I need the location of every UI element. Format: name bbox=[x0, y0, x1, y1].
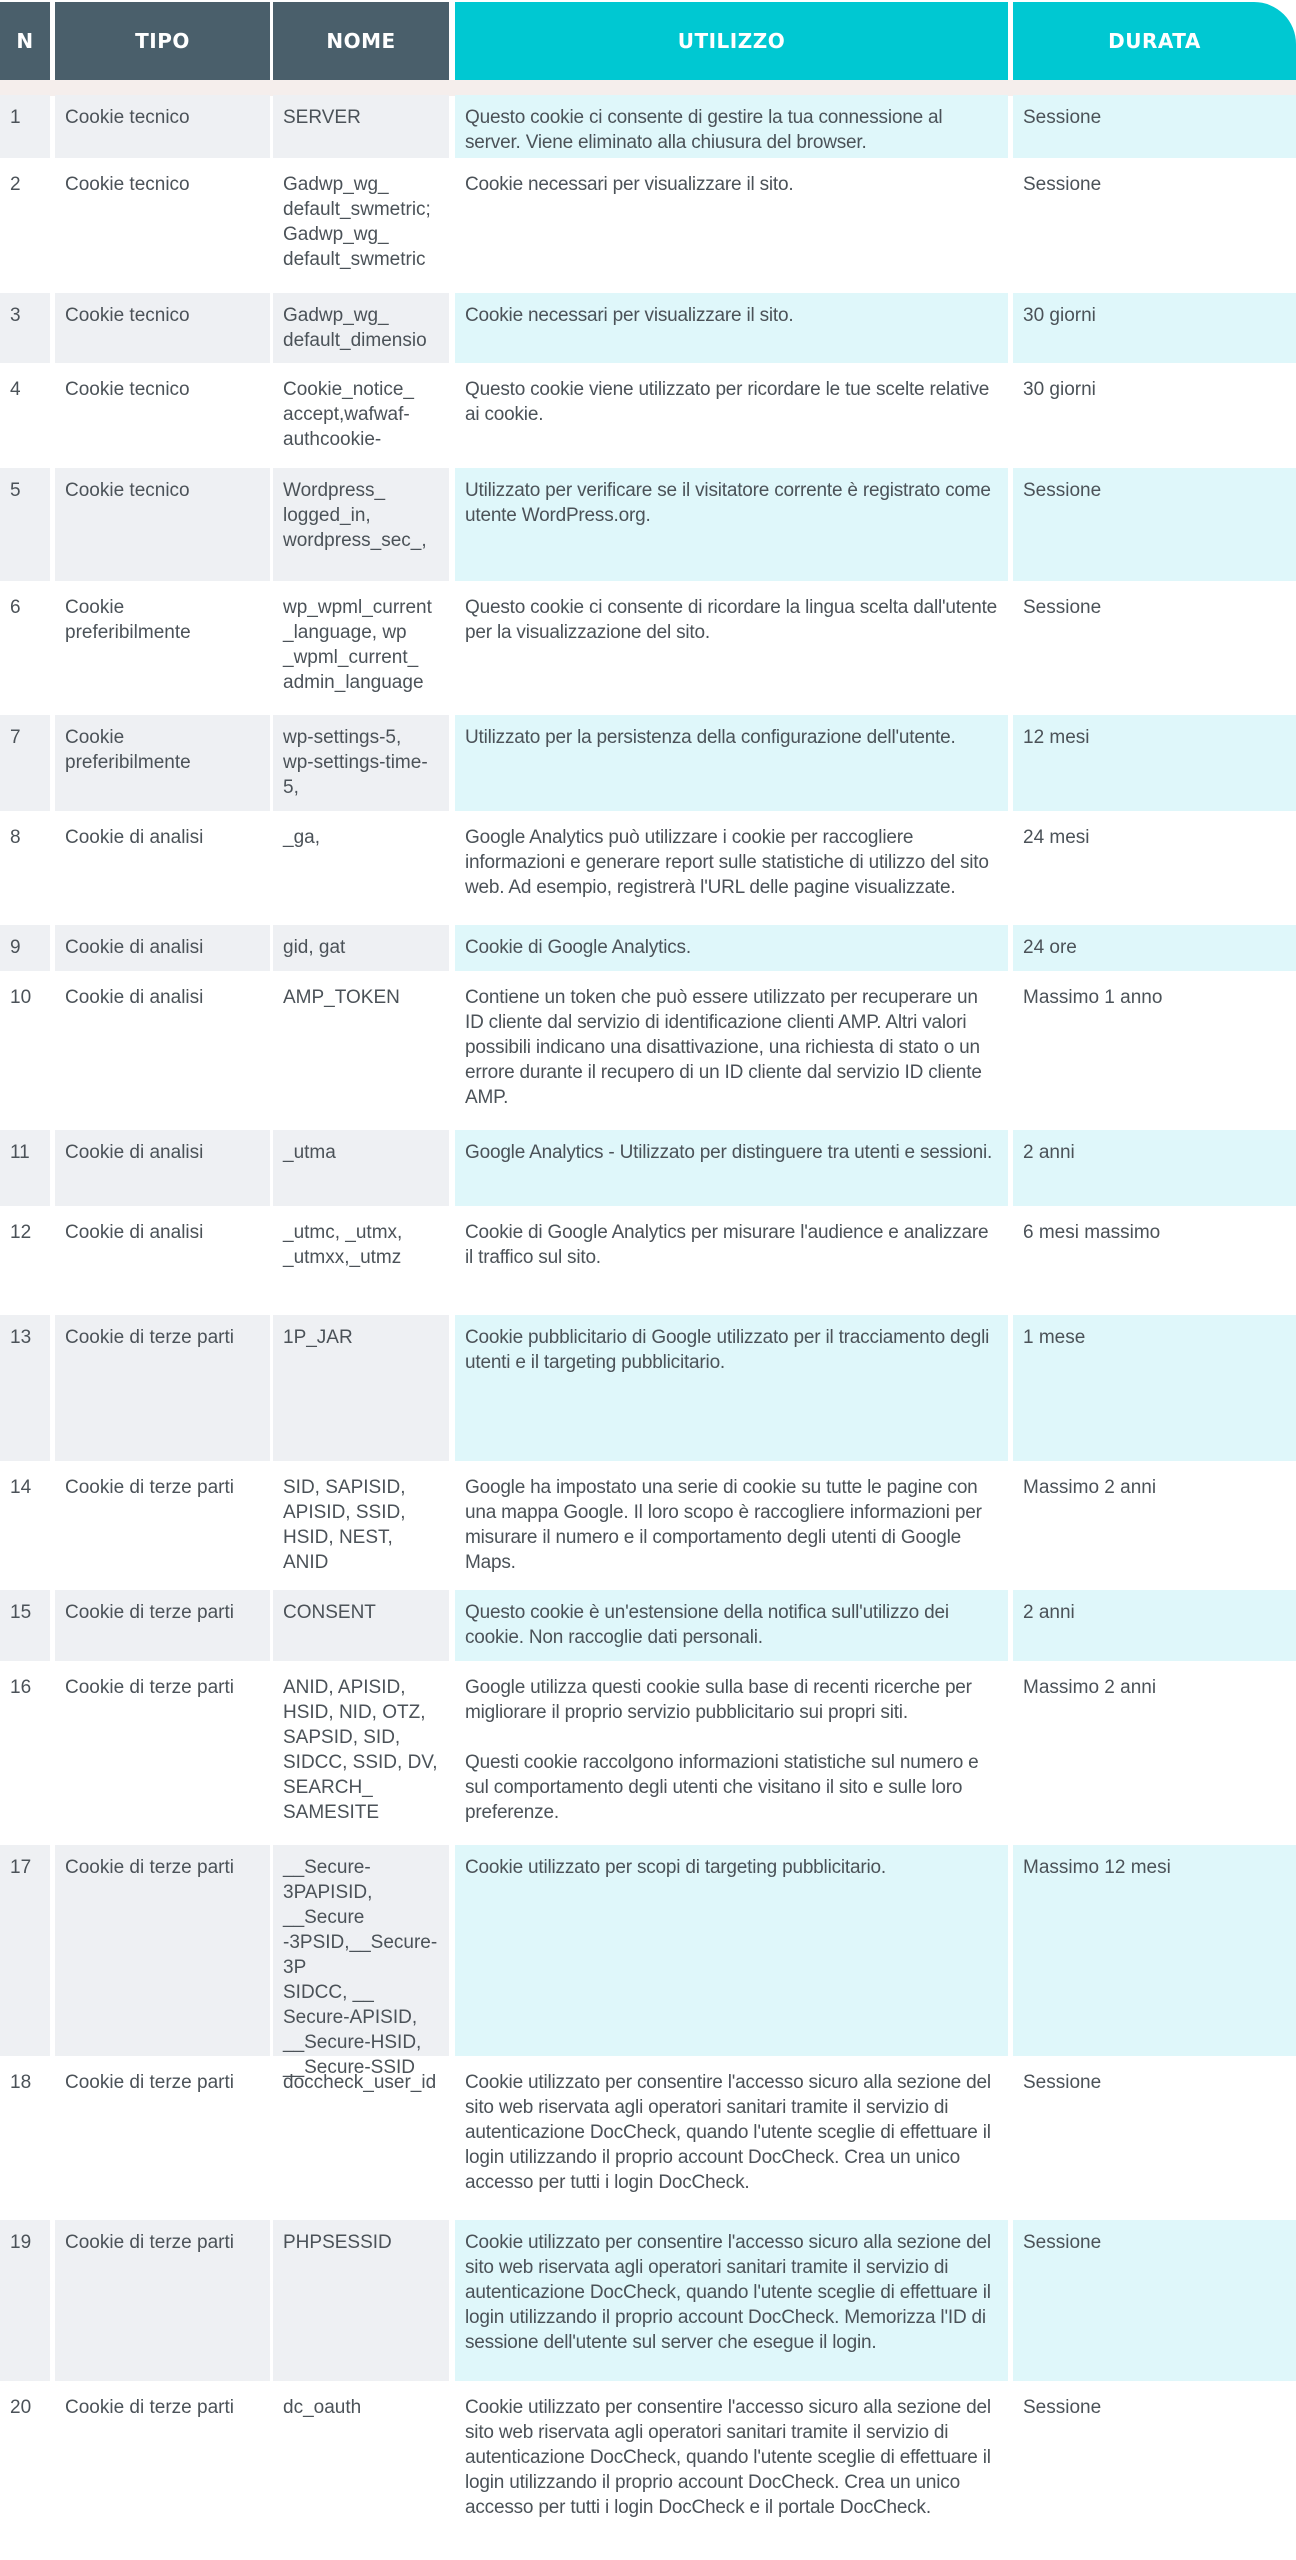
cell-tipo: Cookie tecnico bbox=[55, 95, 270, 158]
cell-tipo: Cookie preferibilmente bbox=[55, 715, 270, 811]
table-row bbox=[0, 1210, 1296, 1315]
cell-utilizzo bbox=[455, 1130, 1008, 1206]
table-row bbox=[0, 2220, 1296, 2381]
cell-n: 1 bbox=[0, 95, 50, 158]
cell-utilizzo bbox=[455, 2220, 1008, 2381]
table-row bbox=[0, 585, 1296, 715]
utilizzo-paragraph: Questo cookie è un'estensione della notifica sull'utilizzo dei cookie. Non raccoglie dati personali. bbox=[465, 1602, 954, 1648]
cell-utilizzo bbox=[455, 2060, 1008, 2220]
utilizzo-paragraph: Questo cookie ci consente di gestire la tua connessione al server. Viene eliminato alla chiusura del browser. bbox=[465, 107, 948, 153]
utilizzo-paragraph: Contiene un token che può essere utilizzato per recuperare un ID cliente dal servizio di identificazione clienti AMP. Altri valori possibili indicano una disattivazione, una richiesta di stato o un errore durante il recupero di un ID cliente dal servizio ID cliente AMP. bbox=[465, 987, 986, 1108]
cell-durata: Sessione bbox=[1013, 468, 1296, 581]
cell-n: 9 bbox=[0, 925, 50, 971]
utilizzo-paragraph: Google ha impostato una serie di cookie su tutte le pagine con una mappa Google. Il loro scopo è raccogliere informazioni per misurare il numero e il comportamento degli utenti di Google Maps. bbox=[465, 1477, 987, 1573]
cell-utilizzo bbox=[455, 162, 1008, 293]
cell-durata: Massimo 2 anni bbox=[1023, 1477, 1157, 1498]
cell-durata: 2 anni bbox=[1013, 1130, 1296, 1206]
cell-utilizzo bbox=[455, 1665, 1008, 1845]
cell-utilizzo bbox=[455, 1590, 1008, 1661]
cell-utilizzo bbox=[455, 1210, 1008, 1315]
cell-tipo: Cookie di terze parti bbox=[55, 2220, 270, 2381]
header-nome: NOME bbox=[273, 2, 449, 80]
cell-n: 2 bbox=[10, 174, 21, 195]
cell-nome: CONSENT bbox=[273, 1590, 449, 1661]
cell-tipo: Cookie tecnico bbox=[55, 293, 270, 363]
table-row bbox=[0, 975, 1296, 1130]
utilizzo-paragraph: Cookie utilizzato per consentire l'accesso sicuro alla sezione del sito web riservata agli operatori sanitari tramite il servizio di autenticazione DocCheck, quando l'utente sceglie di effettuare il login utilizzando il proprio account DocCheck. Memorizza l'ID di sessione dell'utente sul server che esegue il login. bbox=[465, 2232, 996, 2353]
table-row bbox=[0, 1845, 1296, 2078]
utilizzo-paragraph: Utilizzato per verificare se il visitatore corrente è registrato come utente WordPress.org. bbox=[465, 480, 996, 526]
cell-utilizzo bbox=[455, 585, 1008, 715]
cell-durata: 1 mese bbox=[1013, 1315, 1296, 1461]
cell-nome: Cookie_notice_ accept,wafwaf- authcookie- bbox=[283, 379, 414, 450]
cell-tipo: Cookie di analisi bbox=[55, 925, 270, 971]
cell-nome: ANID, APISID, HSID, NID, OTZ, SAPSID, SID, SIDCC, SSID, DV, SEARCH_ SAMESITE bbox=[283, 1677, 438, 1823]
utilizzo-paragraph: Cookie necessari per visualizzare il sito. bbox=[465, 305, 794, 326]
cell-utilizzo bbox=[455, 95, 1008, 158]
cell-nome: _utma bbox=[273, 1130, 449, 1206]
table-row bbox=[0, 367, 1296, 468]
utilizzo-paragraph: Google Analytics - Utilizzato per distinguere tra utenti e sessioni. bbox=[465, 1142, 993, 1163]
cell-n: 20 bbox=[10, 2397, 32, 2418]
cell-durata: Massimo 1 anno bbox=[1023, 987, 1163, 1008]
cell-tipo: Cookie tecnico bbox=[55, 468, 270, 581]
cell-utilizzo bbox=[455, 1845, 1008, 2056]
cell-tipo: Cookie di analisi bbox=[65, 827, 204, 848]
table-row bbox=[0, 95, 1296, 158]
cell-durata: Massimo 12 mesi bbox=[1013, 1845, 1296, 2056]
table-row bbox=[0, 162, 1296, 293]
cell-utilizzo bbox=[455, 367, 1008, 468]
utilizzo-paragraph: Google Analytics può utilizzare i cookie per raccogliere informazioni e generare report sulle statistiche di utilizzo del sito web. Ad esempio, registrerà l'URL delle pagine visualizzate. bbox=[465, 827, 994, 898]
header-divider bbox=[0, 80, 1296, 96]
utilizzo-paragraph: Questo cookie ci consente di ricordare la lingua scelta dall'utente per la visualizzazione del sito. bbox=[465, 597, 1003, 643]
cell-nome: Wordpress_ logged_in, wordpress_sec_, bbox=[273, 468, 449, 581]
cell-n: 8 bbox=[10, 827, 21, 848]
cell-n: 7 bbox=[0, 715, 50, 811]
cell-n: 12 bbox=[10, 1222, 32, 1243]
cell-nome: doccheck_user_id bbox=[283, 2072, 437, 2093]
cell-tipo: Cookie di terze parti bbox=[65, 1677, 234, 1698]
cell-tipo: Cookie preferibilmente bbox=[65, 597, 191, 643]
table-row bbox=[0, 2060, 1296, 2220]
cell-nome: SID, SAPISID, APISID, SSID, HSID, NEST, ANID bbox=[283, 1477, 406, 1573]
table-header bbox=[0, 0, 1296, 80]
utilizzo-paragraph: Cookie necessari per visualizzare il sito. bbox=[465, 174, 794, 195]
cell-durata: 30 giorni bbox=[1023, 379, 1096, 400]
cell-durata: Sessione bbox=[1023, 597, 1102, 618]
cell-tipo: Cookie di terze parti bbox=[55, 1590, 270, 1661]
table-row bbox=[0, 1315, 1296, 1461]
cell-nome: PHPSESSID bbox=[273, 2220, 449, 2381]
cell-tipo: Cookie di terze parti bbox=[65, 1477, 234, 1498]
header-n: N bbox=[0, 2, 50, 80]
cell-durata: Sessione bbox=[1023, 2072, 1102, 2093]
cell-n: 5 bbox=[0, 468, 50, 581]
header-tipo: TIPO bbox=[55, 2, 270, 80]
cell-durata: 24 ore bbox=[1013, 925, 1296, 971]
cell-durata: 30 giorni bbox=[1013, 293, 1296, 363]
cell-nome: Gadwp_wg_ default_dimensio bbox=[273, 293, 449, 363]
cell-n: 18 bbox=[10, 2072, 32, 2093]
cell-tipo: Cookie tecnico bbox=[65, 379, 190, 400]
cell-nome: dc_oauth bbox=[283, 2397, 362, 2418]
cell-nome: gid, gat bbox=[273, 925, 449, 971]
cell-durata: 24 mesi bbox=[1023, 827, 1090, 848]
utilizzo-paragraph: Questo cookie viene utilizzato per ricordare le tue scelte relative ai cookie. bbox=[465, 379, 995, 425]
table-row bbox=[0, 1130, 1296, 1206]
cell-tipo: Cookie di analisi bbox=[65, 987, 204, 1008]
table-row bbox=[0, 715, 1296, 811]
cell-durata: Sessione bbox=[1023, 174, 1102, 195]
utilizzo-paragraph: Utilizzato per la persistenza della configurazione dell'utente. bbox=[465, 727, 956, 748]
cell-durata: Massimo 2 anni bbox=[1023, 1677, 1157, 1698]
cell-utilizzo bbox=[455, 715, 1008, 811]
cell-n: 15 bbox=[0, 1590, 50, 1661]
table-row bbox=[0, 1665, 1296, 1845]
cell-n: 11 bbox=[0, 1130, 50, 1206]
cell-n: 17 bbox=[0, 1845, 50, 2056]
cell-durata: Sessione bbox=[1013, 2220, 1296, 2381]
cell-n: 14 bbox=[10, 1477, 32, 1498]
cell-durata: Sessione bbox=[1013, 95, 1296, 158]
cell-utilizzo bbox=[455, 468, 1008, 581]
cell-n: 13 bbox=[0, 1315, 50, 1461]
cell-nome: AMP_TOKEN bbox=[283, 987, 400, 1008]
cell-n: 10 bbox=[10, 987, 32, 1008]
cell-nome: SERVER bbox=[273, 95, 449, 158]
utilizzo-paragraph: Cookie utilizzato per consentire l'accesso sicuro alla sezione del sito web riservata agli operatori sanitari tramite il servizio di autenticazione DocCheck, quando l'utente sceglie di effettuare il login utilizzando il proprio account DocCheck. Crea un unico accesso per tutti i login DocCheck. bbox=[465, 2072, 996, 2193]
cell-tipo: Cookie di analisi bbox=[55, 1130, 270, 1206]
utilizzo-paragraph: Questi cookie raccolgono informazioni statistiche sul numero e sul comportamento degli utenti che visitano il sito e sulle loro preferenze. bbox=[465, 1752, 984, 1823]
cell-utilizzo bbox=[455, 815, 1008, 925]
table-row bbox=[0, 293, 1296, 363]
cell-nome: wp_wpml_current _language, wp _wpml_current_ admin_language bbox=[283, 597, 432, 693]
table-row bbox=[0, 925, 1296, 971]
cell-tipo: Cookie di terze parti bbox=[55, 1315, 270, 1461]
cell-n: 4 bbox=[10, 379, 21, 400]
cell-durata: 2 anni bbox=[1013, 1590, 1296, 1661]
cell-nome: _utmc, _utmx, _utmxx,_utmz bbox=[283, 1222, 403, 1268]
cell-utilizzo bbox=[455, 1465, 1008, 1590]
utilizzo-paragraph: Cookie di Google Analytics. bbox=[465, 937, 691, 958]
utilizzo-paragraph: Cookie di Google Analytics per misurare l'audience e analizzare il traffico sul sito. bbox=[465, 1222, 994, 1268]
utilizzo-paragraph: Cookie utilizzato per consentire l'accesso sicuro alla sezione del sito web riservata agli operatori sanitari tramite il servizio di autenticazione DocCheck, quando l'utente sceglie di effettuare il login utilizzando il proprio account DocCheck. Crea un unico accesso per tutti i login DocCheck e il portale DocCheck. bbox=[465, 2397, 996, 2518]
utilizzo-paragraph: Cookie utilizzato per scopi di targeting pubblicitario. bbox=[465, 1857, 886, 1878]
table-row bbox=[0, 2385, 1296, 2560]
cell-durata: Sessione bbox=[1023, 2397, 1102, 2418]
header-utilizzo: UTILIZZO bbox=[455, 2, 1008, 80]
cell-utilizzo bbox=[455, 293, 1008, 363]
cell-n: 19 bbox=[0, 2220, 50, 2381]
utilizzo-paragraph: Cookie pubblicitario di Google utilizzato per il tracciamento degli utenti e il targeting pubblicitario. bbox=[465, 1327, 995, 1373]
cell-durata: 12 mesi bbox=[1013, 715, 1296, 811]
table-row bbox=[0, 468, 1296, 581]
cell-n: 6 bbox=[10, 597, 21, 618]
cell-tipo: Cookie di terze parti bbox=[65, 2397, 234, 2418]
cell-durata: 6 mesi massimo bbox=[1023, 1222, 1161, 1243]
table-row bbox=[0, 1590, 1296, 1661]
cell-tipo: Cookie tecnico bbox=[65, 174, 190, 195]
table-row bbox=[0, 815, 1296, 925]
cell-tipo: Cookie di terze parti bbox=[55, 1845, 270, 2056]
cell-utilizzo bbox=[455, 925, 1008, 971]
cell-tipo: Cookie di analisi bbox=[65, 1222, 204, 1243]
cell-nome: Gadwp_wg_ default_swmetric; Gadwp_wg_ default_swmetric bbox=[283, 174, 431, 270]
utilizzo-paragraph: Google utilizza questi cookie sulla base di recenti ricerche per migliorare il proprio servizio pubblicitario sui propri siti. bbox=[465, 1677, 977, 1723]
cell-nome: __Secure-3PAPISID, __Secure -3PSID,__Secure-3P SIDCC, __ Secure-APISID, __Secure-HSID, __Secure-SSID bbox=[273, 1845, 449, 2056]
cell-n: 16 bbox=[10, 1677, 32, 1698]
cell-utilizzo bbox=[455, 975, 1008, 1130]
cell-utilizzo bbox=[455, 1315, 1008, 1461]
cell-n: 3 bbox=[0, 293, 50, 363]
table-row bbox=[0, 1465, 1296, 1590]
cell-nome: wp-settings-5, wp-settings-time- 5, bbox=[273, 715, 449, 811]
cell-utilizzo bbox=[455, 2385, 1008, 2560]
cell-nome: 1P_JAR bbox=[273, 1315, 449, 1461]
cell-tipo: Cookie di terze parti bbox=[65, 2072, 234, 2093]
cell-nome: _ga, bbox=[283, 827, 320, 848]
header-durata: DURATA bbox=[1013, 2, 1296, 80]
